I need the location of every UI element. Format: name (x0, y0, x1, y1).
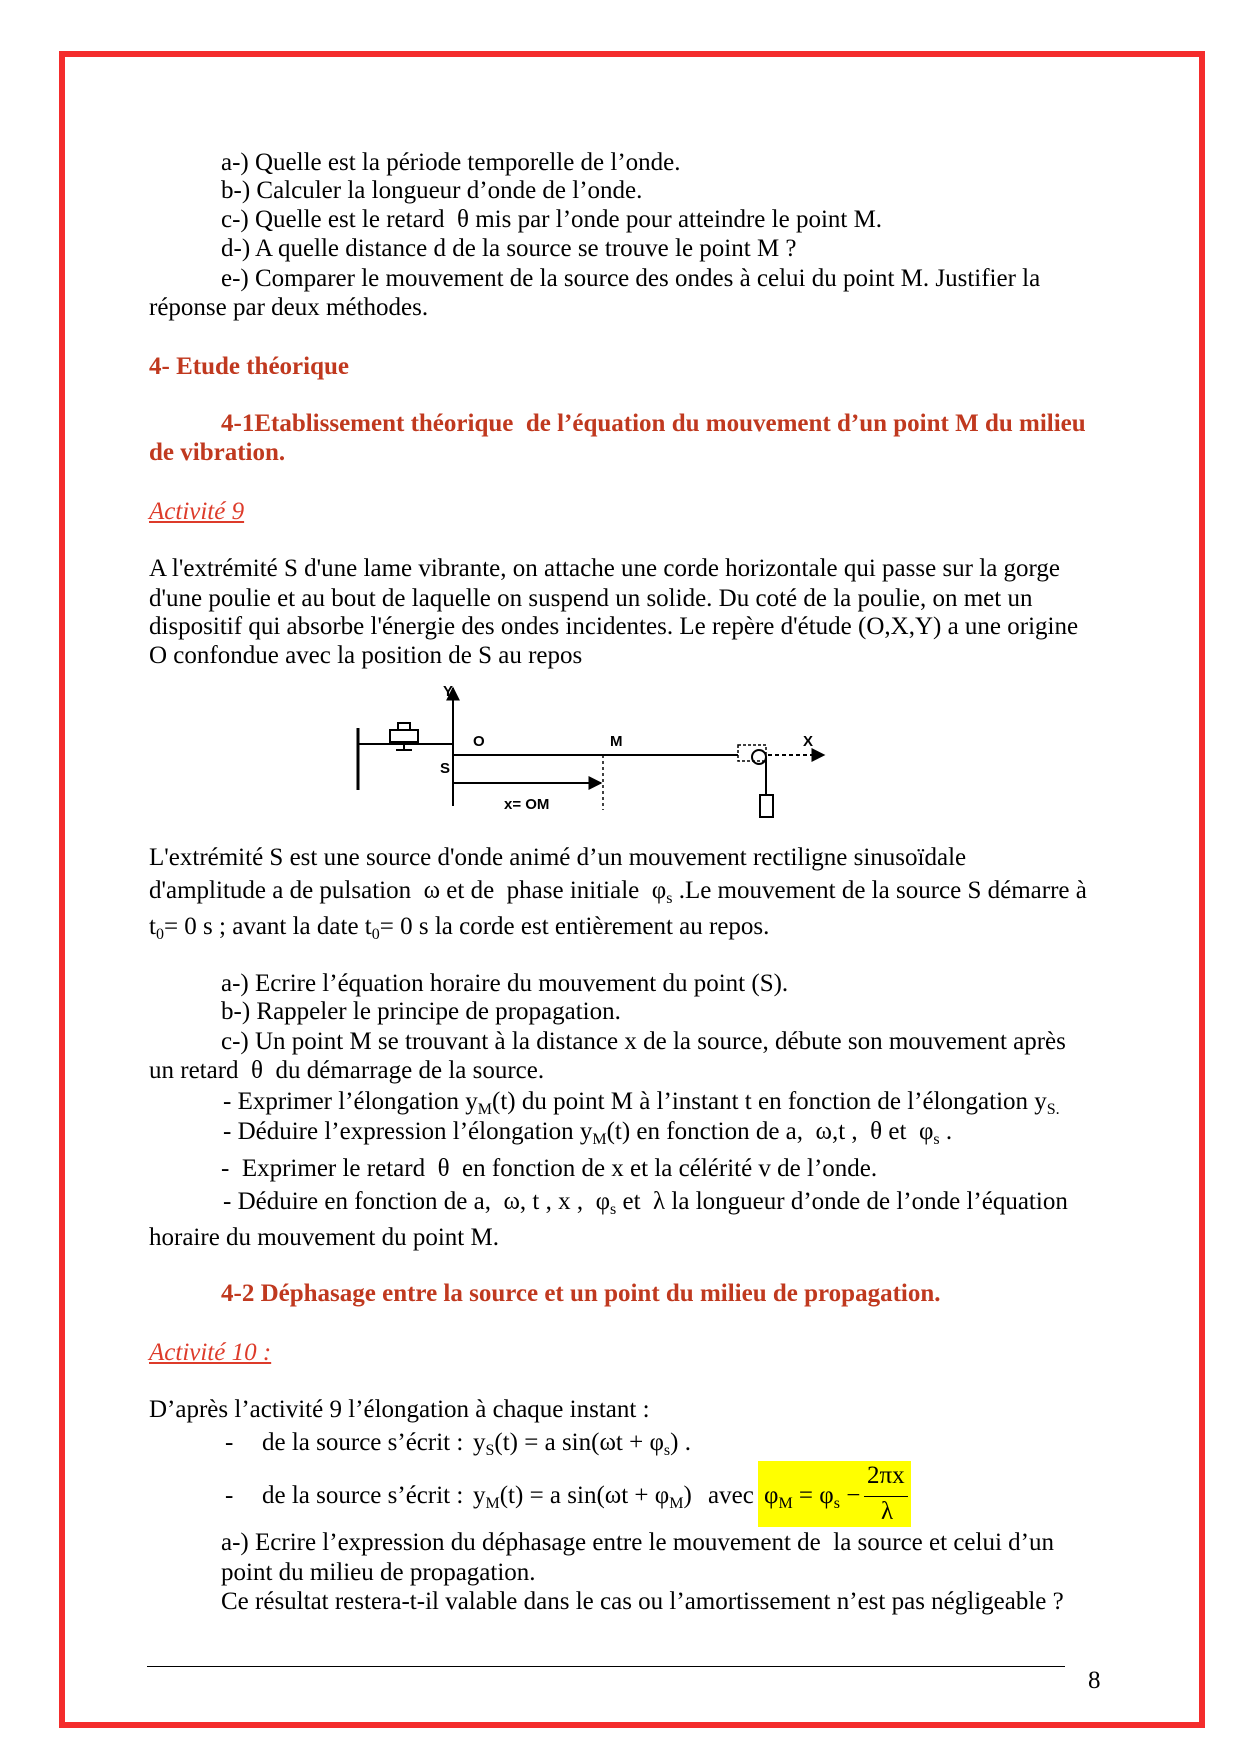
text-segment: - Déduire l’expression l’élongation y (223, 1118, 593, 1145)
text-segment: = φ (792, 1482, 834, 1509)
text-segment: y (473, 1429, 486, 1456)
subscript: S. (1046, 1101, 1060, 1118)
activity-9-question-c4-line2: horaire du mouvement du point M. (149, 1224, 499, 1251)
fraction-denominator: λ (881, 1498, 894, 1525)
activity-9-question-c3: - Exprimer le retard θ en fonction de x et la célérité v de l’onde. (221, 1155, 878, 1182)
text-segment: et λ la longueur d’onde de l’onde l’équation (616, 1188, 1068, 1215)
origin-label: O (473, 733, 485, 750)
text-segment: (t) = a sin(ωt + φ (494, 1429, 664, 1456)
subscript: S (485, 1442, 495, 1459)
activity-9-intro-line4: O confondue avec la position de S au repos (149, 642, 583, 669)
subsection-4-2-title: 4-2 Déphasage entre la source et un point du milieu de propagation. (221, 1280, 941, 1307)
question-a-period: a-) Quelle est la période temporelle de l’onde. (221, 149, 681, 176)
text-segment: (t) du point M à l’instant t en fonction de l’élongation y (492, 1088, 1047, 1115)
subscript: M (778, 1495, 793, 1512)
question-e-line2: réponse par deux méthodes. (149, 294, 429, 321)
subscript: s (833, 1495, 840, 1512)
question-e-line1: e-) Comparer le mouvement de la source des ondes à celui du point M. Justifier la (221, 265, 1041, 292)
text-segment: - Exprimer l’élongation y (223, 1088, 478, 1115)
subscript: 0 (155, 926, 164, 943)
activity-10-question-a-line1: a-) Ecrire l’expression du déphasage entre le mouvement de la source et celui d’un (221, 1529, 1054, 1556)
activity-10-label: Activité 10 : (149, 1339, 272, 1366)
text-segment: = 0 s ; avant la date t (163, 913, 372, 940)
subsection-4-1-title-line2: de vibration. (149, 439, 286, 466)
pulley (752, 750, 766, 764)
text-segment: t (149, 913, 156, 940)
avec-word: avec (708, 1482, 754, 1509)
activity-9-question-b: b-) Rappeler le principe de propagation. (221, 998, 621, 1025)
activity-9-label: Activité 9 (149, 498, 245, 525)
hanging-weight (760, 795, 773, 817)
activity-9-question-a: a-) Ecrire l’équation horaire du mouvement du point (S). (221, 970, 789, 997)
activity-9-question-c-line1: c-) Un point M se trouvant à la distance x de la source, débute son mouvement après (221, 1028, 1066, 1055)
text-segment: d'amplitude a de pulsation ω et de phase initiale φ (149, 877, 667, 904)
question-d-distance: d-) A quelle distance d de la source se trouve le point M ? (221, 235, 797, 262)
activity-9-question-c-line2: un retard θ du démarrage de la source. (149, 1057, 545, 1084)
fraction-numerator: 2πx (867, 1462, 905, 1489)
highlighted-phase-formula (758, 1461, 911, 1527)
activity-9-question-c2 (223, 1117, 952, 1146)
question-c-delay: c-) Quelle est le retard θ mis par l’onde pour atteindre le point M. (221, 206, 883, 233)
subscript: M (592, 1131, 607, 1148)
page-number: 8 (1088, 1667, 1101, 1694)
subscript: s (610, 1201, 617, 1218)
text-segment: .Le mouvement de la source S démarre à (672, 877, 1087, 904)
vibrator-icon (390, 723, 418, 750)
subscript: 0 (371, 926, 380, 943)
activity-10-question-a-line3: Ce résultat restera-t-il valable dans le cas ou l’amortissement n’est pas négligeable ? (221, 1588, 1064, 1615)
subscript: M (669, 1495, 684, 1512)
subscript: M (485, 1495, 500, 1512)
text-segment: - Déduire en fonction de a, ω, t , x , φ (223, 1188, 611, 1215)
equation-point-label: de la source s’écrit : (262, 1482, 464, 1509)
text-segment: y (473, 1482, 486, 1509)
activity-9-question-c1 (223, 1087, 1060, 1116)
text-segment: (t) en fonction de a, ω,t , θ et φ (606, 1118, 934, 1145)
y-axis-label: Y (443, 683, 454, 700)
activity-9-intro-line1: A l'extrémité S d'une lame vibrante, on attache une corde horizontale qui passe sur la gorge (149, 555, 1061, 582)
section-heading: 4- Etude théorique (149, 353, 349, 380)
activity-9-intro-line2: d'une poulie et au bout de laquelle on suspend un solide. Du coté de la poulie, on met un (149, 585, 1033, 612)
list-bullet-dash: - (225, 1482, 234, 1509)
text-segment: − (839, 1482, 861, 1509)
subscript: s (933, 1131, 940, 1148)
text-segment: . (939, 1118, 953, 1145)
source-description-line2 (149, 876, 1087, 905)
activity-10-question-a-line2: point du milieu de propagation. (221, 1559, 536, 1586)
activity-9-question-c4-line1 (223, 1187, 1068, 1216)
point-m-label: M (610, 733, 623, 750)
phase-formula-lhs (764, 1481, 860, 1510)
equation-point (473, 1481, 692, 1510)
subsection-4-1-title-line1: 4-1Etablissement théorique de l’équation du mouvement d’un point M du milieu (221, 410, 1086, 437)
text-segment: φ (764, 1482, 779, 1509)
text-segment: ) (683, 1482, 692, 1509)
text-segment: (t) = a sin(ωt + φ (499, 1482, 670, 1509)
source-description-line1: L'extrémité S est une source d'onde animé d’un mouvement rectiligne sinusoïdale (149, 844, 967, 871)
equation-source (473, 1428, 691, 1457)
subscript: s (666, 890, 673, 907)
text-segment: = 0 s la corde est entièrement au repos. (379, 913, 770, 940)
activity-10-intro: D’après l’activité 9 l’élongation à chaque instant : (149, 1396, 650, 1423)
equation-source-label: de la source s’écrit : (262, 1429, 464, 1456)
experiment-diagram (340, 680, 840, 825)
subscript: s (663, 1442, 671, 1459)
question-b-wavelength: b-) Calculer la longueur d’onde de l’onde. (221, 177, 643, 204)
list-bullet-dash: - (225, 1429, 234, 1456)
activity-9-intro-line3: dispositif qui absorbe l'énergie des ondes incidentes. Le repère d'étude (O,X,Y) a une origine (149, 613, 1079, 640)
source-label: S (440, 760, 451, 777)
footer-divider (147, 1666, 1065, 1667)
text-segment: ) . (670, 1429, 691, 1456)
distance-label: x= OM (504, 796, 550, 813)
x-axis-label: X (803, 733, 814, 750)
subscript: M (477, 1101, 493, 1118)
source-description-line3 (149, 912, 769, 941)
